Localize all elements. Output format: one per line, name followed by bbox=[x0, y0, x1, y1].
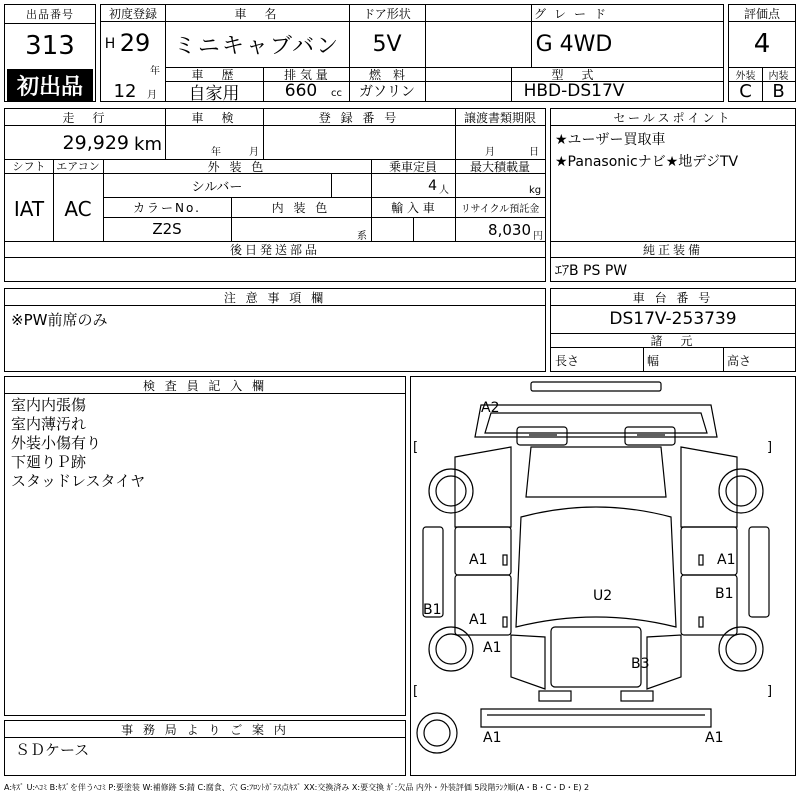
header-table bbox=[100, 4, 724, 102]
car-name-label: 車 名 bbox=[234, 6, 280, 21]
specs-label: 諸 元 bbox=[650, 333, 696, 347]
later-parts-label: 後日発送部品 bbox=[229, 242, 320, 257]
length-label: 長さ bbox=[555, 353, 580, 368]
mileage-unit: km bbox=[134, 133, 162, 155]
lot-number: 313 bbox=[25, 31, 75, 61]
grade-label: グレード bbox=[533, 6, 614, 21]
vehicle-outline bbox=[411, 377, 795, 775]
transfer-month-unit: 月 bbox=[485, 147, 495, 158]
first-listing-badge: 初出品 bbox=[7, 69, 93, 101]
lot-number-box bbox=[4, 4, 96, 102]
equipment: ｴｱB PS PW bbox=[555, 263, 628, 279]
grade: G 4WD bbox=[535, 31, 613, 57]
registration-month: 12 bbox=[113, 81, 137, 101]
mileage: 29,929 bbox=[62, 132, 129, 154]
model-code: HBD-DS17V bbox=[523, 81, 625, 101]
bracket: [ bbox=[413, 683, 419, 699]
fuel-label: 燃 料 bbox=[368, 67, 405, 81]
inspector-label: 検 査 員 記 入 欄 bbox=[142, 378, 268, 393]
sales-point-item: ★Panasonicナビ★地デジTV bbox=[555, 154, 739, 170]
model-code-label: 型 式 bbox=[551, 67, 597, 81]
recycle-fee-unit: 円 bbox=[533, 231, 543, 242]
ac-label: エアコン bbox=[56, 160, 100, 173]
score-box bbox=[728, 4, 796, 102]
door-type: 5V bbox=[372, 31, 402, 57]
sales-points-box bbox=[550, 108, 796, 282]
car-name: ミニキャブバン bbox=[173, 33, 341, 59]
inspector-line: スタッドレスタイヤ bbox=[11, 472, 146, 490]
chassis-number: DS17V-253739 bbox=[609, 309, 737, 329]
capacity: 4 bbox=[428, 178, 437, 194]
color-number-label: カラーNo. bbox=[133, 200, 201, 215]
inspector-line: 下廻りＰ跡 bbox=[11, 453, 87, 471]
transfer-day-unit: 日 bbox=[529, 147, 539, 158]
office-text: ＳＤケース bbox=[15, 740, 90, 759]
damage-mark: B1 bbox=[715, 586, 734, 602]
capacity-label: 乗車定員 bbox=[388, 159, 437, 173]
notes-box bbox=[4, 288, 546, 372]
interior-label: 内装 bbox=[768, 70, 789, 81]
inspection-label: 車 検 bbox=[191, 110, 237, 125]
shift-label: シフト bbox=[12, 160, 46, 173]
first-registration-label: 初度登録 bbox=[108, 6, 157, 21]
history: 自家用 bbox=[188, 83, 240, 101]
inspector-box bbox=[4, 376, 406, 716]
damage-mark: B1 bbox=[423, 602, 442, 618]
era-letter: H bbox=[104, 36, 116, 52]
capacity-unit: 人 bbox=[439, 185, 449, 196]
score-label: 評価点 bbox=[743, 6, 780, 21]
interior-color-unit: 系 bbox=[357, 231, 367, 242]
damage-mark: A2 bbox=[481, 400, 500, 416]
ac: AC bbox=[64, 197, 92, 221]
inspector-line: 室内内張傷 bbox=[11, 396, 87, 414]
height-label: 高さ bbox=[727, 353, 752, 368]
damage-mark: A1 bbox=[705, 730, 724, 746]
door-type-label: ドア形状 bbox=[363, 6, 411, 21]
displacement-unit: cc bbox=[331, 88, 342, 99]
sales-point-item: ★ユーザー買取車 bbox=[555, 132, 666, 148]
damage-diagram bbox=[410, 376, 796, 776]
bracket: ] bbox=[767, 683, 773, 699]
history-label: 車 歴 bbox=[191, 67, 237, 81]
inspection-year-unit: 年 bbox=[211, 147, 221, 158]
exterior-color: シルバー bbox=[191, 179, 243, 195]
exterior-grade: C bbox=[739, 81, 752, 101]
office-box bbox=[4, 720, 406, 776]
chassis-number-label: 車 台 番 号 bbox=[632, 290, 714, 305]
bracket: ] bbox=[767, 439, 773, 455]
inspector-line: 室内薄汚れ bbox=[11, 415, 87, 433]
transfer-deadline-label: 譲渡書類期限 bbox=[463, 110, 536, 125]
damage-mark: A1 bbox=[483, 730, 502, 746]
import-label: 輸 入 車 bbox=[391, 200, 435, 215]
damage-mark: B3 bbox=[631, 656, 650, 672]
exterior-label: 外装 bbox=[735, 70, 756, 81]
interior-color-label: 内 装 色 bbox=[271, 200, 331, 215]
damage-mark: U2 bbox=[593, 588, 613, 604]
exterior-color-label: 外 装 色 bbox=[207, 159, 267, 173]
damage-legend: A:ｷｽﾞ U:ﾍｺﾐ B:ｷｽﾞを伴うﾍｺﾐ P:要塗装 W:補修跡 S:錆 C:腐食、穴 G:ﾌﾛﾝﾄｶﾞﾗｽ点ｷｽﾞ XX:交換済み X:要交換 ｶﾞ:欠品 内外・外装評価 5段階ﾗﾝｸ順(A・B・C・D・E) 2 bbox=[4, 782, 590, 792]
bracket: [ bbox=[413, 439, 419, 455]
score: 4 bbox=[753, 29, 771, 59]
registration-number-label: 登 録 番 号 bbox=[318, 110, 400, 125]
recycle-fee: 8,030 bbox=[488, 221, 531, 239]
inspector-line: 外装小傷有り bbox=[11, 434, 102, 452]
damage-mark: A1 bbox=[483, 640, 502, 656]
displacement-label: 排 気 量 bbox=[284, 67, 328, 81]
damage-mark: A1 bbox=[469, 552, 488, 568]
inspection-month-unit: 月 bbox=[249, 147, 259, 158]
recycle-fee-label: リサイクル預託金 bbox=[460, 203, 540, 215]
shift: IAT bbox=[13, 197, 45, 221]
year-unit: 年 bbox=[150, 65, 160, 75]
max-load-unit: kg bbox=[529, 185, 542, 196]
notes-text: ※PW前席のみ bbox=[11, 310, 108, 329]
width-label: 幅 bbox=[647, 353, 660, 368]
notes-label: 注 意 事 項 欄 bbox=[223, 290, 327, 305]
office-label: 事 務 局 よ り ご 案 内 bbox=[121, 722, 289, 737]
lot-number-label: 出品番号 bbox=[26, 8, 74, 21]
color-number: Z2S bbox=[152, 220, 182, 238]
damage-mark: A1 bbox=[717, 552, 736, 568]
displacement: 660 bbox=[284, 81, 318, 101]
fuel: ガソリン bbox=[359, 84, 415, 100]
chassis-box bbox=[550, 288, 796, 372]
damage-mark: A1 bbox=[469, 612, 488, 628]
month-unit: 月 bbox=[147, 89, 157, 99]
sales-points-label: セールスポイント bbox=[613, 110, 733, 125]
mileage-label: 走 行 bbox=[62, 110, 108, 125]
interior-grade: B bbox=[772, 81, 785, 101]
details-table bbox=[4, 108, 546, 282]
registration-year: 29 bbox=[119, 29, 151, 57]
equipment-label: 純正装備 bbox=[642, 242, 703, 257]
max-load-label: 最大積載量 bbox=[469, 159, 530, 173]
